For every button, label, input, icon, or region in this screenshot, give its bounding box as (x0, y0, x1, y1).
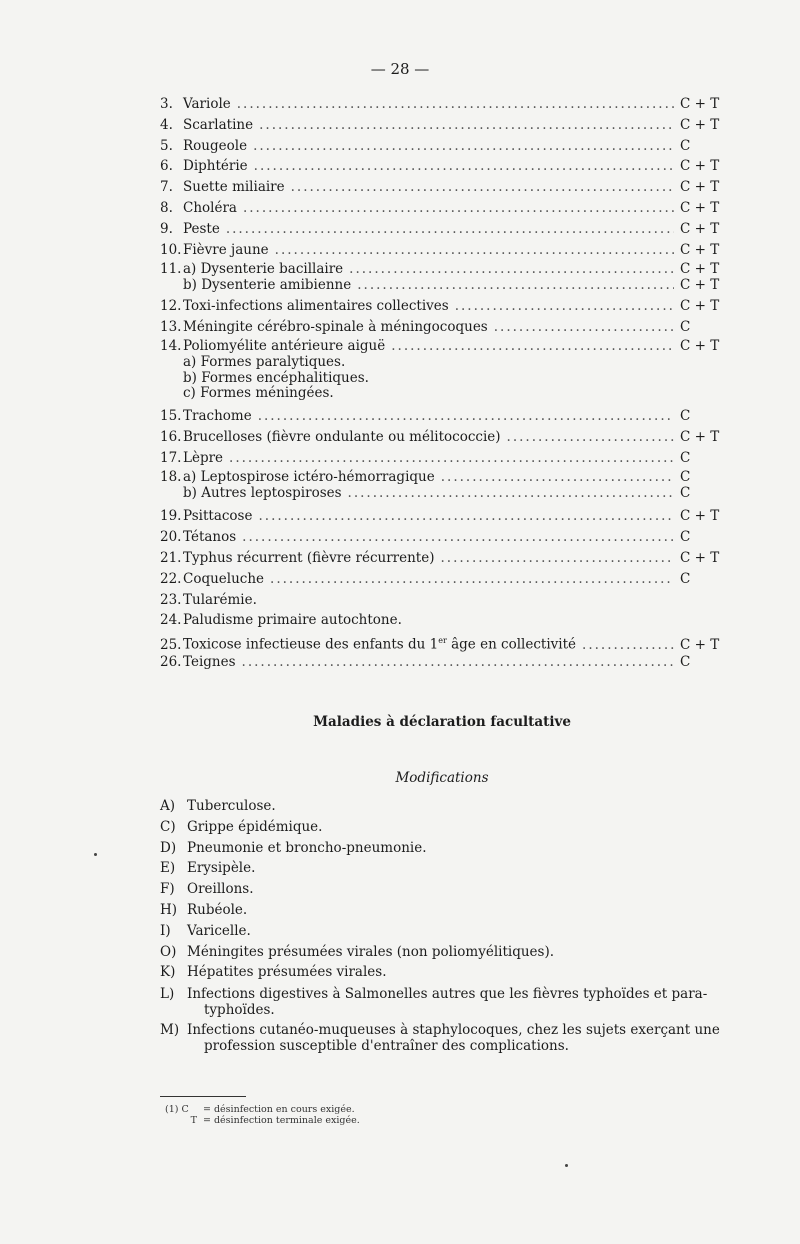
list-item (160, 962, 750, 983)
list-item (160, 337, 726, 355)
item-letter: L) (160, 986, 175, 1003)
leader-dots (275, 240, 674, 261)
leader-dots (291, 177, 674, 198)
list-item (160, 590, 726, 611)
disease-name: Poliomyélite antérieure aiguë (183, 338, 386, 355)
leader-dots (237, 94, 674, 115)
item-letter: O) (160, 943, 177, 960)
item-number: 20. (160, 529, 182, 546)
item-letter: I) (160, 922, 171, 939)
disinfection-code: C + T (680, 297, 720, 314)
item-number: 6. (160, 158, 173, 175)
disease-name: Tétanos (183, 529, 237, 546)
polio-form: b) Formes encéphalitiques. (183, 369, 369, 386)
list-item (160, 317, 726, 338)
disease-name: Oreillons. (187, 881, 254, 898)
leader-dots (242, 652, 674, 673)
leader-dots (440, 548, 674, 569)
item-number: 4. (160, 116, 173, 133)
item-number: 25. (160, 636, 182, 653)
list-item (160, 296, 726, 317)
disease-name: Tuberculose. (187, 798, 276, 814)
footnotes (165, 1104, 360, 1126)
item-number: 3. (160, 96, 173, 112)
list-item (160, 262, 726, 278)
item-number: 10. (160, 241, 182, 258)
disease-name: Variole (183, 96, 231, 112)
disinfection-code: C (680, 318, 691, 335)
item-number: 8. (160, 199, 173, 216)
mandatory-disease-list (160, 94, 726, 673)
disinfection-code: C + T (680, 508, 720, 525)
leader-dots (259, 115, 674, 136)
disinfection-code: C + T (680, 276, 720, 293)
disease-name-part: Toxicose infectieuse des enfants du 1 (183, 636, 439, 653)
disease-name-continuation: profession susceptible d'entraîner des complications. (204, 1038, 569, 1055)
list-item (160, 115, 726, 136)
item-number: 24. (160, 612, 182, 629)
disinfection-code: C (680, 449, 691, 466)
disinfection-code: C + T (680, 549, 720, 566)
disease-name: Coqueluche (183, 570, 265, 587)
polio-form: c) Formes méningées. (183, 385, 334, 402)
disinfection-code: C + T (680, 179, 720, 196)
disease-name: Pneumonie et broncho-pneumonie. (187, 839, 427, 856)
disease-name: a) Dysenterie bacillaire (183, 261, 344, 278)
leader-dots (270, 569, 674, 590)
disease-name: Tularémie. (183, 591, 257, 608)
leader-dots (229, 448, 674, 469)
item-number: 5. (160, 137, 173, 154)
disinfection-code: C (680, 653, 691, 670)
disease-name: b) Autres leptospiroses (183, 485, 342, 502)
list-item (160, 610, 726, 631)
footnote-key: (1) C (165, 1104, 189, 1115)
disinfection-code: C + T (680, 261, 720, 278)
disease-name: Paludisme primaire autochtone. (183, 612, 402, 629)
leader-dots (494, 317, 674, 338)
leader-dots (357, 278, 674, 294)
disease-name: b) Dysenterie amibienne (183, 276, 352, 293)
disease-name: Choléra (183, 199, 237, 216)
item-letter: M) (160, 1022, 180, 1039)
list-item (160, 652, 726, 673)
item-number: 26. (160, 653, 182, 670)
item-number: 17. (160, 449, 182, 466)
disease-name-block (187, 986, 707, 1019)
item-number: 9. (160, 220, 173, 237)
disease-name: Hépatites présumées virales. (187, 964, 387, 981)
disease-name: Fièvre jaune (183, 241, 269, 258)
footnote-key: T (190, 1115, 197, 1126)
list-item (160, 219, 726, 240)
list-item (160, 156, 726, 177)
disease-name: Typhus récurrent (fièvre récurrente) (183, 549, 435, 566)
list-item (160, 486, 726, 506)
item-letter: D) (160, 839, 177, 856)
leader-dots (254, 156, 674, 177)
footnote-text: = désinfection terminale exigée. (203, 1115, 360, 1126)
list-item (160, 240, 726, 261)
list-item (160, 796, 750, 817)
ordinal-superscript: er (438, 636, 447, 646)
disease-name: Méningite cérébro-spinale à méningocoques (183, 318, 488, 335)
item-letter: A) (160, 798, 176, 814)
item-number: 7. (160, 179, 173, 196)
leader-dots (258, 406, 674, 427)
list-item (160, 631, 726, 652)
leader-dots (253, 136, 674, 157)
item-number: 19. (160, 508, 182, 525)
disease-name: Lèpre (183, 449, 224, 466)
list-item (160, 838, 750, 859)
leader-dots (441, 469, 674, 486)
list-item (160, 177, 726, 198)
list-item (160, 406, 726, 427)
section-title: Maladies à déclaration facultative (313, 714, 571, 730)
list-item (160, 198, 726, 219)
page-number: — 28 — (370, 60, 430, 78)
disease-name: Peste (183, 220, 220, 237)
leader-dots (243, 198, 674, 219)
disease-name: Suette miliaire (183, 179, 285, 196)
disinfection-code: C + T (680, 116, 720, 133)
list-item (160, 448, 726, 469)
list-item (160, 879, 750, 900)
item-letter: H) (160, 901, 178, 918)
footnote-rule (160, 1096, 246, 1097)
disinfection-code: C + T (680, 241, 720, 258)
disease-name: Rougeole (183, 137, 248, 154)
footnote-text: = désinfection en cours exigée. (203, 1104, 355, 1115)
disease-name: Varicelle. (187, 922, 251, 939)
disinfection-code: C (680, 485, 691, 502)
leader-dots (507, 427, 674, 448)
footnote (165, 1115, 360, 1126)
leader-dots (226, 219, 674, 240)
list-item (160, 900, 750, 921)
disinfection-code: C (680, 469, 691, 486)
facultative-disease-list (160, 796, 750, 1055)
list-item (160, 506, 726, 527)
leader-dots (242, 527, 674, 548)
disease-name-block (187, 1022, 720, 1055)
list-item (160, 548, 726, 569)
disinfection-code: C + T (680, 199, 720, 216)
list-item (160, 527, 726, 548)
item-number: 12. (160, 297, 182, 314)
disinfection-code: C + T (680, 636, 720, 653)
item-letter: E) (160, 860, 176, 877)
disease-name: Teignes (183, 653, 236, 670)
list-item (160, 94, 726, 115)
disinfection-code: C + T (680, 428, 720, 445)
disease-name-part: âge en collectivité (446, 636, 577, 653)
list-item (160, 942, 750, 963)
disease-name: Diphtérie (183, 158, 248, 175)
list-item (160, 1019, 750, 1055)
item-letter: K) (160, 964, 176, 981)
disease-name-continuation: typhoïdes. (204, 1002, 275, 1019)
item-number: 13. (160, 318, 182, 335)
disinfection-code: C (680, 407, 691, 424)
footnote (165, 1104, 360, 1115)
disease-name: Scarlatine (183, 116, 254, 133)
disease-name: Brucelloses (fièvre ondulante ou mélitococcie) (183, 428, 501, 445)
item-number: 23. (160, 591, 182, 608)
disinfection-code: C + T (680, 338, 720, 355)
item-number: 16. (160, 428, 182, 445)
disinfection-code: C (680, 570, 691, 587)
item-letter: F) (160, 881, 175, 898)
leader-dots (455, 296, 674, 317)
list-item (160, 278, 726, 296)
disease-name: Grippe épidémique. (187, 818, 323, 835)
list-item (160, 983, 750, 1019)
leader-dots (391, 337, 674, 355)
polio-form: a) Formes paralytiques. (183, 354, 346, 371)
disease-name: Infections cutanéo-muqueuses à staphylocoques, chez les sujets exerçant une (187, 1022, 720, 1039)
item-number: 21. (160, 549, 182, 566)
disinfection-code: C (680, 529, 691, 546)
item-number: 14. (160, 338, 182, 355)
item-letter: C) (160, 818, 176, 835)
list-item (160, 858, 750, 879)
disease-name: Méningites présumées virales (non poliomyélitiques). (187, 943, 555, 960)
section-subtitle: Modifications (395, 770, 489, 786)
list-item (160, 136, 726, 157)
leader-dots (258, 506, 674, 527)
disease-name: a) Leptospirose ictéro-hémorragique (183, 469, 435, 486)
disease-name: Trachome (183, 407, 252, 424)
disease-name: Infections digestives à Salmonelles autres que les fièvres typhoïdes et para- (187, 986, 708, 1003)
list-item (160, 817, 750, 838)
disinfection-code: C (680, 137, 691, 154)
list-item (160, 427, 726, 448)
list-item (160, 569, 726, 590)
disease-name: Rubéole. (187, 901, 248, 918)
disease-name: Toxi-infections alimentaires collectives (183, 297, 449, 314)
leader-dots (348, 486, 674, 502)
item-number: 22. (160, 570, 182, 587)
disinfection-code: C + T (680, 158, 720, 175)
leader-dots (349, 262, 674, 278)
item-number: 11. (160, 261, 182, 278)
item-number: 18. (160, 469, 182, 486)
list-item (160, 921, 750, 942)
disinfection-code: C + T (680, 96, 720, 112)
print-speck (565, 1164, 568, 1167)
item-number: 15. (160, 407, 182, 424)
disinfection-code: C + T (680, 220, 720, 237)
disease-name: Psittacose (183, 508, 253, 525)
disease-name: Erysipèle. (187, 860, 256, 877)
print-speck (94, 853, 97, 856)
list-item (160, 469, 726, 486)
